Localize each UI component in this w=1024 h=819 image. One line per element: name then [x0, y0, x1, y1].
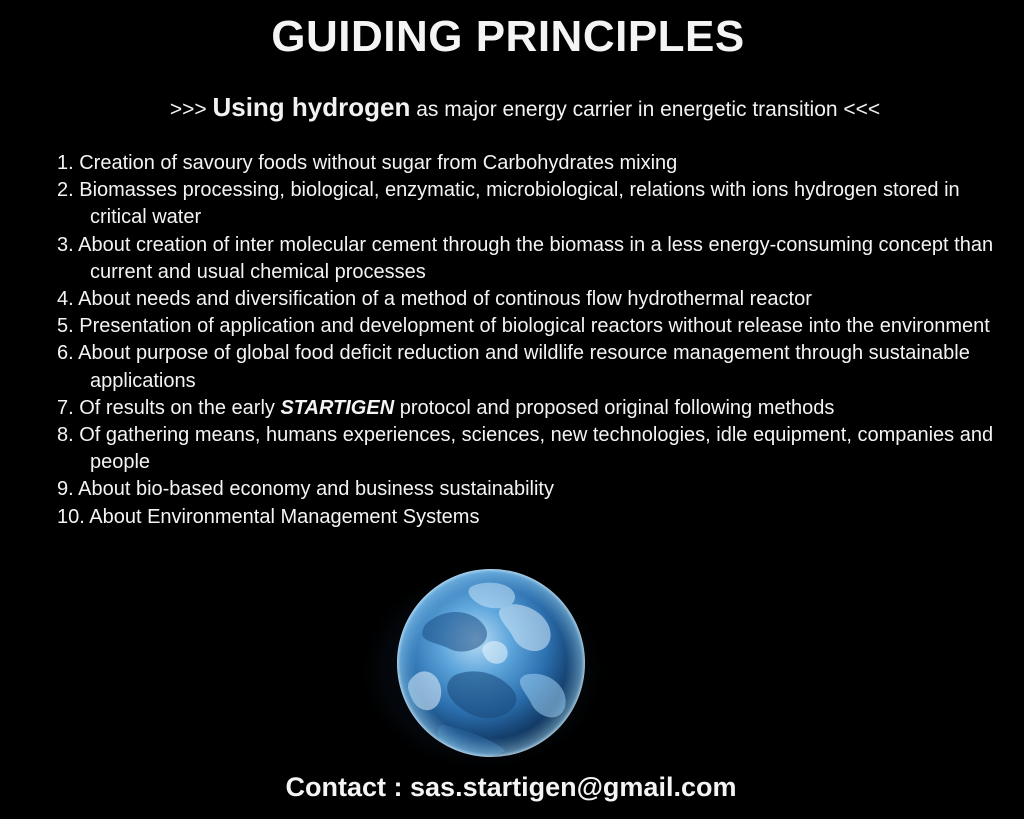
- principle-item: 5. Presentation of application and development of biological reactors without release into the environment: [57, 315, 990, 338]
- globe-image: [355, 565, 610, 775]
- subtitle-emphasis: Using hydrogen: [212, 92, 411, 122]
- principle-item: 10. About Environmental Management Systems: [57, 505, 480, 528]
- principle-item: 6. About purpose of global food deficit reduction and wildlife resource management through sustainable applications: [57, 342, 970, 392]
- contact-email[interactable]: Contact : sas.startigen@gmail.com: [285, 772, 737, 802]
- principles-list: [57, 150, 997, 531]
- principle-item: 4. About needs and diversification of a method of continous flow hydrothermal reactor: [57, 288, 812, 311]
- principle-item: 8. Of gathering means, humans experiences, sciences, new technologies, idle equipment, companies and people: [57, 424, 994, 474]
- earth-globe-icon: [355, 565, 610, 775]
- principle-item: 2. Biomasses processing, biological, enzymatic, microbiological, relations with ions hydrogen stored in critical water: [57, 179, 960, 229]
- subtitle-rest: as major energy carrier in energetic transition <<<: [410, 98, 881, 121]
- principle-text-after: protocol and proposed original following methods: [394, 396, 835, 419]
- principle-item: 3. About creation of inter molecular cement through the biomass in a less energy-consuming concept than current and usual chemical processes: [57, 233, 994, 283]
- principle-item: 9. About bio-based economy and business sustainability: [57, 478, 554, 501]
- principle-item: [57, 395, 997, 422]
- principle-item: 1. Creation of savoury foods without sugar from Carbohydrates mixing: [57, 152, 678, 174]
- startigen-emphasis: STARTIGEN: [280, 396, 395, 419]
- principle-text-before: 7. Of results on the early: [57, 396, 281, 419]
- subtitle-prefix: >>>: [169, 98, 213, 121]
- subtitle: [0, 92, 1024, 123]
- page-title: GUIDING PRINCIPLES: [271, 12, 745, 61]
